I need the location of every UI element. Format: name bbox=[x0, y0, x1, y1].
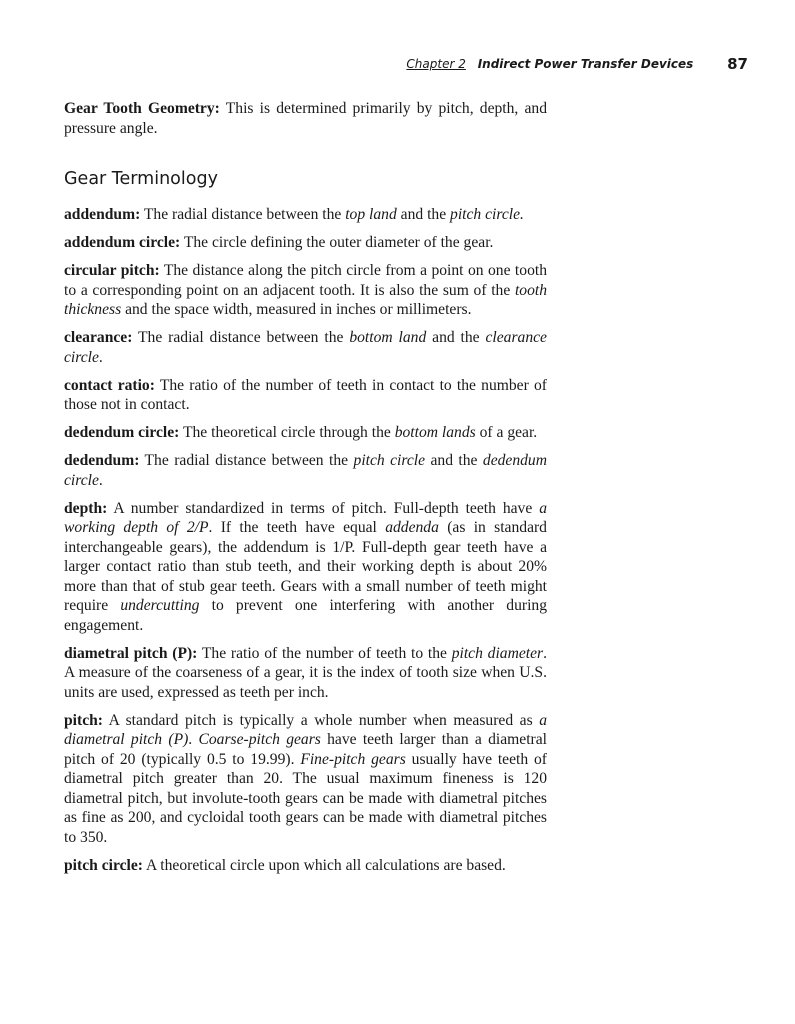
definition-text: The theoretical circle through the bbox=[179, 424, 395, 441]
italic-term: pitch circle bbox=[353, 452, 426, 469]
italic-term: addenda bbox=[385, 519, 439, 536]
entry-dedendum-circle bbox=[64, 423, 547, 443]
definition-text: The distance along the pitch circle from a point on one tooth to a corresponding point on an adjacent tooth. It is also the sum of the bbox=[64, 262, 547, 299]
definition-text: have teeth larger than a diametral pitch of 20 (typically 0.5 to 19.99). bbox=[64, 731, 547, 768]
term: pitch circle: bbox=[64, 856, 143, 874]
italic-term: dedendum circle bbox=[64, 452, 547, 489]
term: addendum: bbox=[64, 206, 141, 223]
definition-text: . bbox=[98, 471, 103, 489]
definition-text: and the bbox=[426, 329, 486, 346]
entry-addendum bbox=[64, 205, 547, 225]
term: dedendum circle: bbox=[64, 424, 180, 441]
italic-term: undercutting bbox=[120, 597, 200, 614]
entry-pitch bbox=[64, 711, 547, 848]
definition-text: to prevent one interfering with another during engagement. bbox=[64, 597, 547, 634]
definition-text: The ratio of the number of teeth to the bbox=[197, 644, 452, 662]
italic-term: bottom land bbox=[349, 329, 427, 346]
chapter-label: Chapter 2 bbox=[406, 57, 466, 71]
entry-addendum-circle bbox=[64, 233, 547, 253]
italic-term: Coarse-pitch gears bbox=[198, 731, 321, 748]
italic-term: pitch circle. bbox=[450, 206, 524, 223]
entry-diametral-pitch bbox=[64, 644, 547, 703]
intro-term: Gear Tooth Geometry: bbox=[64, 100, 220, 117]
entry-pitch-circle bbox=[64, 856, 547, 876]
term: addendum circle: bbox=[64, 234, 181, 251]
definition-text: A standard pitch is typically a whole number when measured as bbox=[102, 711, 540, 729]
entry-dedendum bbox=[64, 451, 547, 490]
term: circular pitch: bbox=[64, 262, 160, 279]
term: depth: bbox=[64, 499, 108, 517]
term: clearance: bbox=[64, 329, 133, 346]
chapter-title: Indirect Power Transfer Devices bbox=[477, 57, 694, 71]
running-header bbox=[64, 55, 748, 75]
definition-text: The radial distance between the bbox=[140, 206, 346, 223]
definition-text: The radial distance between the bbox=[139, 452, 354, 469]
italic-term: a diametral pitch (P) bbox=[64, 711, 547, 748]
page-body bbox=[64, 99, 547, 884]
definition-text: A theoretical circle upon which all calculations are based. bbox=[142, 856, 506, 874]
intro-paragraph bbox=[64, 99, 547, 138]
definition-text: usually have teeth of diametral pitch greater than 20. The usual maximum fineness is 120 diametral pitch, but involute-tooth gears can be made with diametral pitches as fine as 200, and cycloidal tooth gears can be made with diametral pitches to 350. bbox=[64, 750, 548, 846]
italic-term: a working depth of 2/P bbox=[64, 499, 547, 536]
italic-term: tooth thickness bbox=[64, 281, 547, 318]
entry-clearance bbox=[64, 328, 547, 367]
italic-term: Fine-pitch gears bbox=[300, 750, 406, 768]
italic-term: clearance circle bbox=[64, 329, 547, 366]
page-number: 87 bbox=[727, 55, 748, 73]
definition-text: . bbox=[188, 731, 199, 748]
entry-circular-pitch bbox=[64, 261, 547, 320]
section-heading: Gear Terminology bbox=[64, 169, 218, 189]
definition-text: . If the teeth have equal bbox=[208, 519, 386, 536]
italic-term: bottom lands bbox=[394, 424, 476, 441]
definition-text: The circle defining the outer diameter of the gear. bbox=[180, 234, 494, 251]
definition-text: The ratio of the number of teeth in contact to the number of those not in contact. bbox=[64, 376, 547, 413]
term: diametral pitch (P): bbox=[64, 644, 198, 662]
entry-contact-ratio bbox=[64, 376, 547, 415]
definition-text: and the bbox=[396, 206, 451, 223]
definition-text: (as in standard interchangeable gears), the addendum is 1/P. Full-depth gear teeth have a larger contact ratio than stub teeth, and their working depth is about 20% more than that of stub gear teeth. Gears with a small number of teeth might require bbox=[64, 519, 547, 614]
italic-term: top land bbox=[345, 206, 397, 223]
term: pitch: bbox=[64, 711, 103, 729]
definition-text: and the space width, measured in inches or millimeters. bbox=[121, 301, 472, 318]
definition-text: . bbox=[98, 348, 103, 366]
definition-text: . A measure of the coarseness of a gear, it is the index of tooth size when U.S. units are used, expressed as teeth per inch. bbox=[64, 644, 547, 701]
italic-term: pitch diameter bbox=[451, 644, 544, 662]
term: contact ratio: bbox=[64, 376, 155, 394]
term: dedendum: bbox=[64, 452, 140, 469]
entry-depth bbox=[64, 499, 547, 636]
definition-text: and the bbox=[425, 452, 483, 469]
definition-text: A number standardized in terms of pitch. Full-depth teeth have bbox=[107, 499, 540, 517]
definition-text: of a gear. bbox=[475, 424, 538, 441]
intro-text: This is determined primarily by pitch, depth, and pressure angle. bbox=[64, 100, 548, 137]
definition-text: The radial distance between the bbox=[132, 329, 350, 346]
